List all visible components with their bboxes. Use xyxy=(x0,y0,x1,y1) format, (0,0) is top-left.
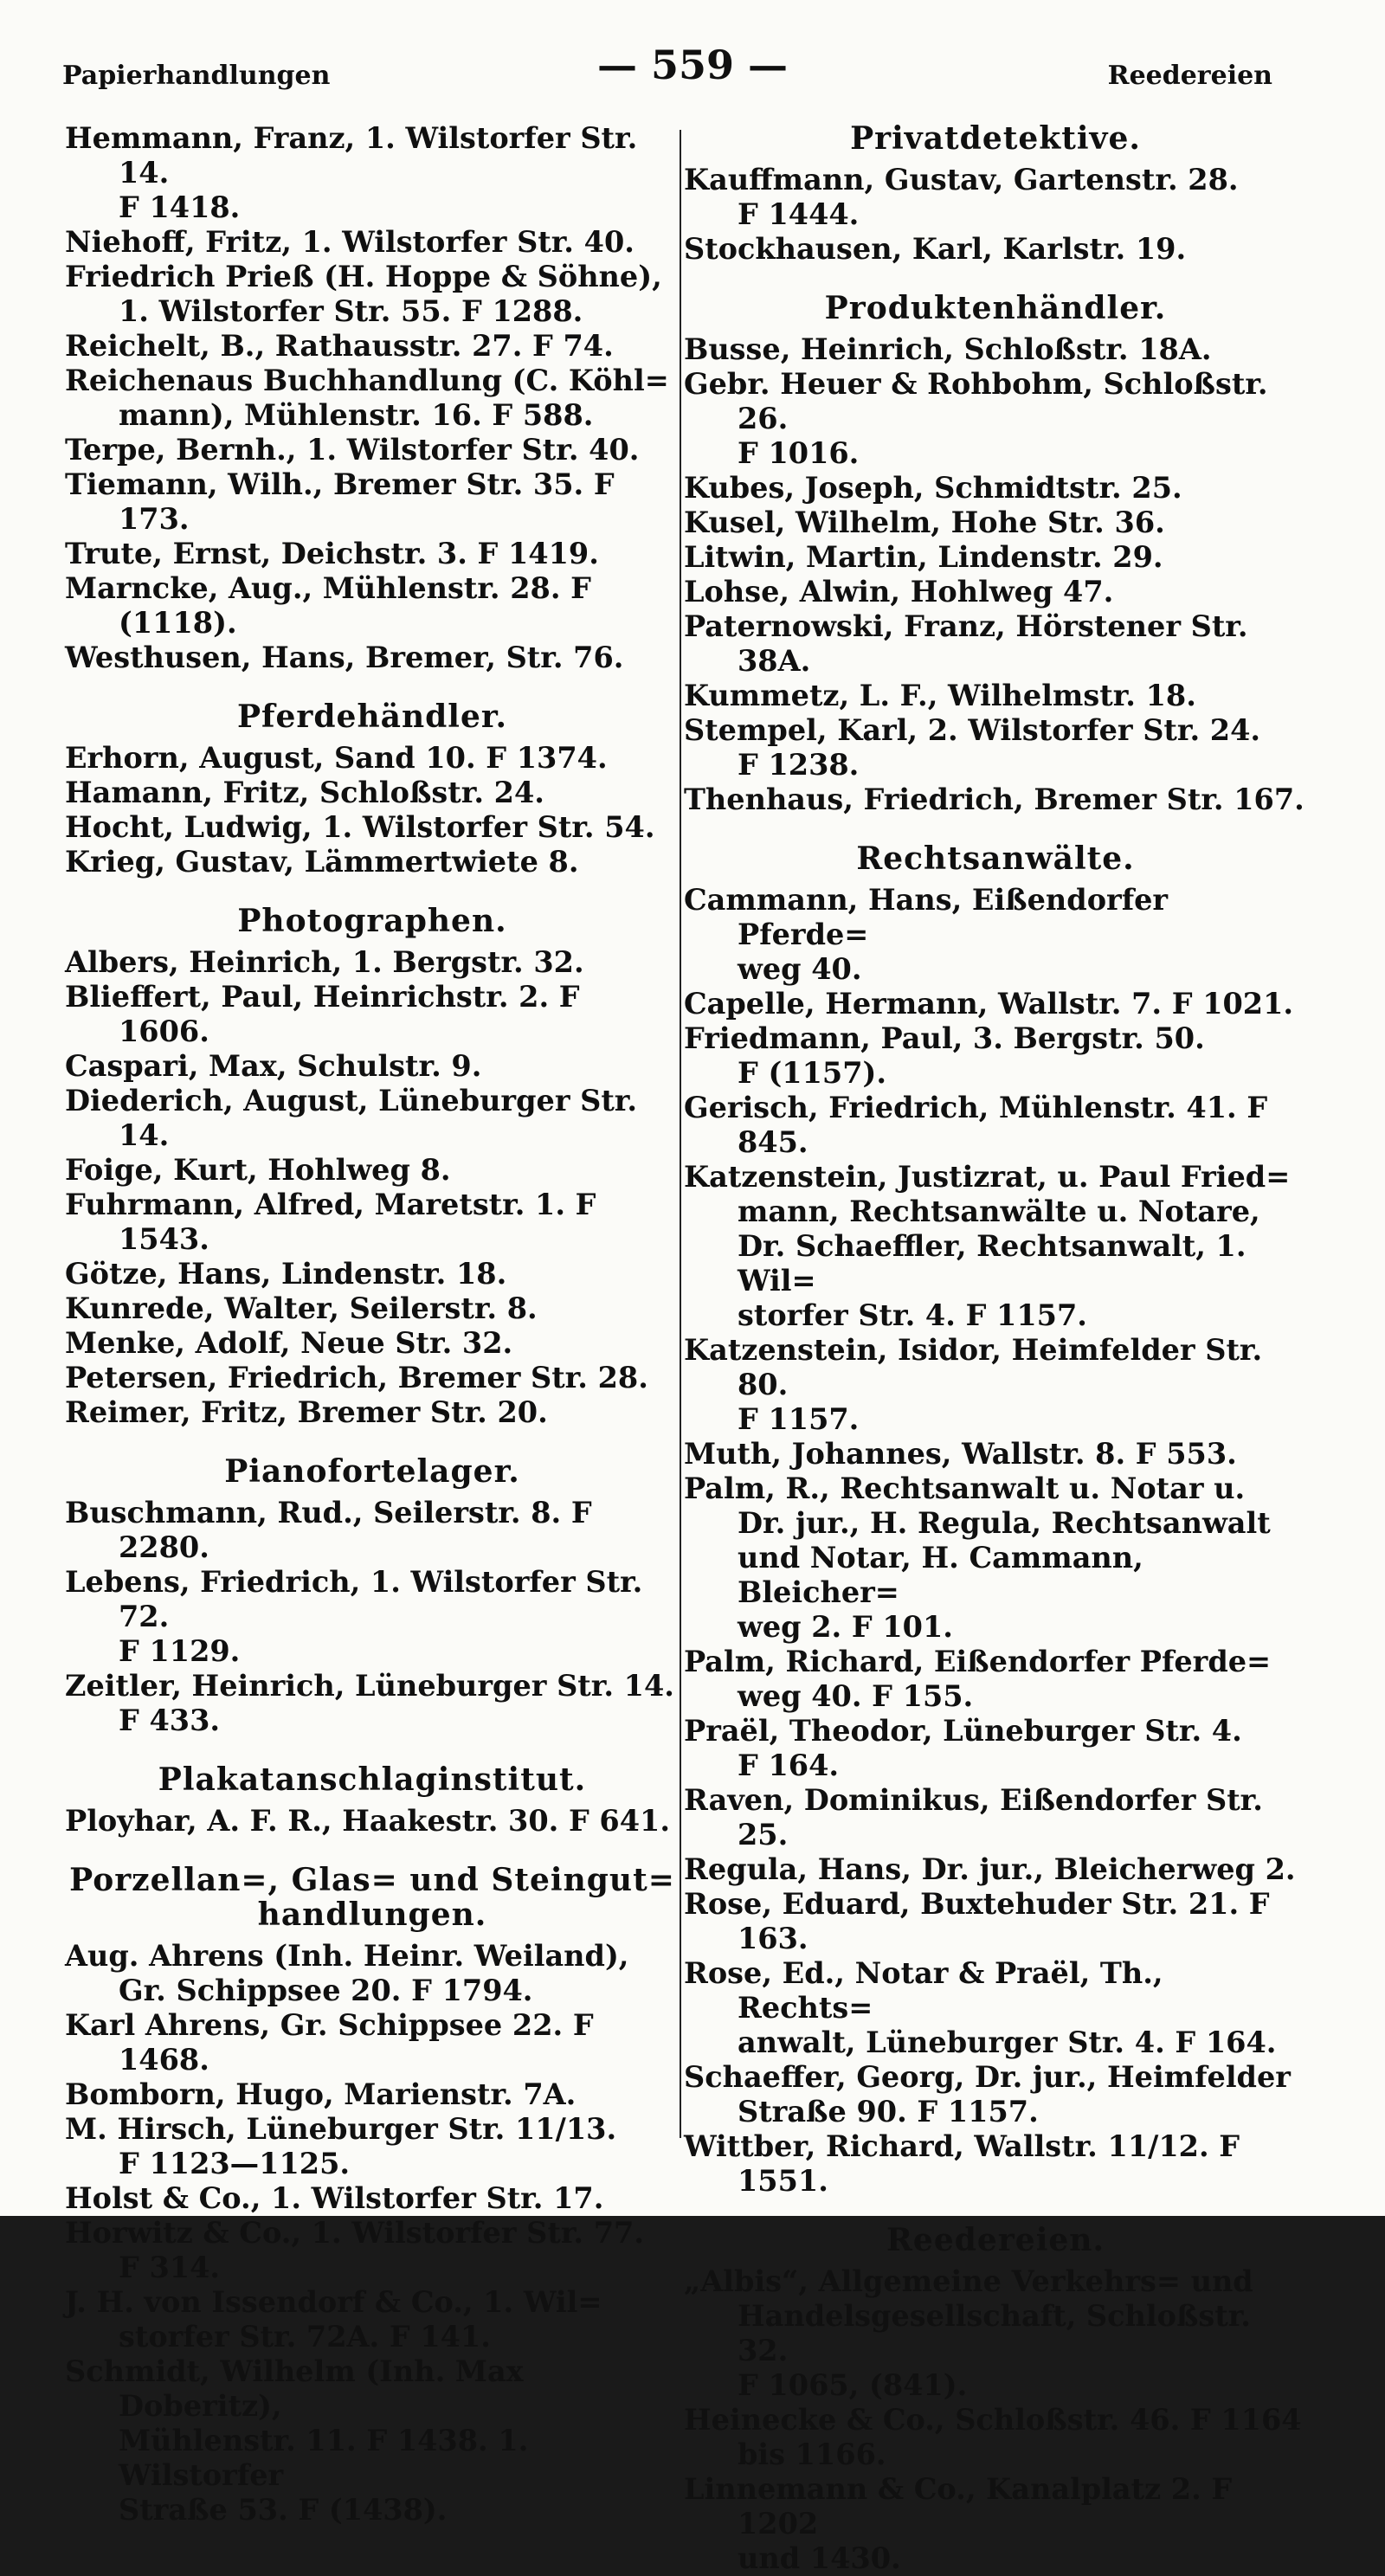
right-column xyxy=(684,121,1307,2576)
directory-entry: Schaeffer, Georg, Dr. jur., Heimfelder Straße 90. F 1157. xyxy=(684,2060,1291,2128)
directory-entry: Capelle, Hermann, Wallstr. 7. F 1021. xyxy=(684,987,1294,1021)
directory-entry: Katzenstein, Isidor, Heimfelder Str. 80. F 1157. xyxy=(684,1333,1263,1436)
directory-entry: Palm, Richard, Eißendorfer Pferde= weg 40. F 155. xyxy=(684,1645,1272,1713)
directory-section xyxy=(684,2223,1307,2576)
directory-entry: M. Hirsch, Lüneburger Str. 11/13. F 1123—1125. xyxy=(65,2112,617,2180)
directory-section xyxy=(684,841,1307,2199)
directory-entry: Foige, Kurt, Hohlweg 8. xyxy=(65,1153,451,1187)
directory-entry: Rose, Eduard, Buxtehuder Str. 21. F 163. xyxy=(684,1887,1270,1955)
directory-section xyxy=(684,291,1307,817)
directory-entry: Tiemann, Wilh., Bremer Str. 35. F 173. xyxy=(65,467,615,536)
running-head-left: Papierhandlungen xyxy=(62,61,331,91)
section-title: Pferdehändler. xyxy=(236,699,508,735)
directory-entry: Rose, Ed., Notar & Praël, Th., Rechts= anwalt, Lüneburger Str. 4. F 164. xyxy=(684,1956,1277,2059)
directory-entry: Wittber, Richard, Wallstr. 11/12. F 1551. xyxy=(684,2129,1240,2198)
directory-entry: Götze, Hans, Lindenstr. 18. xyxy=(65,1257,507,1291)
directory-entry: Kauffmann, Gustav, Gartenstr. 28. F 1444. xyxy=(684,163,1239,231)
directory-entry: Albers, Heinrich, 1. Bergstr. 32. xyxy=(65,945,584,979)
directory-entry: Krieg, Gustav, Lämmertwiete 8. xyxy=(65,845,579,879)
directory-section xyxy=(65,1863,680,2528)
directory-section xyxy=(65,1762,680,1839)
directory-entry: Bomborn, Hugo, Marienstr. 7A. xyxy=(65,2077,577,2111)
directory-entry: Holst & Co., 1. Wilstorfer Str. 17. xyxy=(65,2181,604,2215)
left-column xyxy=(65,121,680,2528)
section-title: Privatdetektive. xyxy=(850,120,1141,157)
section-title: Photographen. xyxy=(237,903,507,939)
section-title: Rechtsanwälte. xyxy=(856,840,1135,877)
directory-entry: Terpe, Bernh., 1. Wilstorfer Str. 40. xyxy=(65,433,640,467)
directory-entry: Hemmann, Franz, 1. Wilstorfer Str. 14. F 1418. xyxy=(65,121,638,224)
section-title: Reedereien. xyxy=(886,2222,1105,2258)
directory-entry: Westhusen, Hans, Bremer, Str. 76. xyxy=(65,641,624,674)
directory-entry: Regula, Hans, Dr. jur., Bleicherweg 2. xyxy=(684,1852,1296,1886)
directory-entry: Blieffert, Paul, Heinrichstr. 2. F 1606. xyxy=(65,980,580,1048)
directory-entry: Reichenaus Buchhandlung (C. Köhl= mann), Mühlenstr. 16. F 588. xyxy=(65,364,669,432)
directory-entry: Friedmann, Paul, 3. Bergstr. 50. F (1157). xyxy=(684,1021,1205,1090)
directory-entry: Erhorn, August, Sand 10. F 1374. xyxy=(65,741,608,775)
directory-entry: Horwitz & Co., 1. Wilstorfer Str. 77. F 314. xyxy=(65,2216,645,2284)
directory-entry: Zeitler, Heinrich, Lüneburger Str. 14. F 433. xyxy=(65,1669,674,1737)
directory-entry: Fuhrmann, Alfred, Maretstr. 1. F 1543. xyxy=(65,1188,596,1256)
directory-entry: Cammann, Hans, Eißendorfer Pferde= weg 40. xyxy=(684,883,1169,986)
directory-entry: Paternowski, Franz, Hörstener Str. 38A. xyxy=(684,609,1248,678)
directory-entry: Kunrede, Walter, Seilerstr. 8. xyxy=(65,1291,538,1325)
page-header xyxy=(0,35,1385,95)
directory-entry: Litwin, Martin, Lindenstr. 29. xyxy=(684,540,1163,574)
directory-entry: Hocht, Ludwig, 1. Wilstorfer Str. 54. xyxy=(65,810,655,844)
directory-entry: Schmidt, Wilhelm (Inh. Max Doberitz), Mühlenstr. 11. F 1438. 1. Wilstorfer Straße 53. F (1438). xyxy=(65,2354,529,2527)
directory-entry: Praël, Theodor, Lüneburger Str. 4. F 164. xyxy=(684,1714,1242,1782)
section-title: Plakatanschlaginstitut. xyxy=(158,1761,587,1798)
directory-entry: Palm, R., Rechtsanwalt u. Notar u. Dr. jur., H. Regula, Rechtsanwalt und Notar, H. Cammann, Bleicher= weg 2. F 101. xyxy=(684,1472,1271,1644)
directory-entry: Karl Ahrens, Gr. Schippsee 22. F 1468. xyxy=(65,2008,594,2077)
directory-entry: Caspari, Max, Schulstr. 9. xyxy=(65,1049,482,1083)
directory-section xyxy=(65,121,680,675)
section-title: Pianofortelager. xyxy=(224,1453,520,1490)
directory-entry: J. H. von Issendorf & Co., 1. Wil= storfer Str. 72A. F 141. xyxy=(65,2285,602,2354)
directory-entry: Aug. Ahrens (Inh. Heinr. Weiland), Gr. Schippsee 20. F 1794. xyxy=(65,1939,629,2007)
directory-entry: Heinecke & Co., Schloßstr. 46. F 1164 bis 1166. xyxy=(684,2403,1302,2471)
directory-entry: Menke, Adolf, Neue Str. 32. xyxy=(65,1326,513,1360)
directory-entry: Petersen, Friedrich, Bremer Str. 28. xyxy=(65,1361,648,1394)
directory-entry: Kummetz, L. F., Wilhelmstr. 18. xyxy=(684,679,1196,712)
directory-entry: Muth, Johannes, Wallstr. 8. F 553. xyxy=(684,1437,1237,1471)
directory-entry: Raven, Dominikus, Eißendorfer Str. 25. xyxy=(684,1783,1263,1852)
directory-entry: Linnemann & Co., Kanalplatz 2. F 1202 und 1430. xyxy=(684,2472,1233,2575)
directory-entry: Reichelt, B., Rathausstr. 27. F 74. xyxy=(65,329,614,363)
directory-entry: Katzenstein, Justizrat, u. Paul Fried= mann, Rechtsanwälte u. Notare, Dr. Schaeffler, Rechtsanwalt, 1. Wil= storfer Str. 4. F 1157. xyxy=(684,1160,1291,1332)
directory-section xyxy=(65,1454,680,1738)
directory-entry: Thenhaus, Friedrich, Bremer Str. 167. xyxy=(684,782,1304,816)
directory-entry: Kubes, Joseph, Schmidtstr. 25. xyxy=(684,471,1182,505)
section-title: Produktenhändler. xyxy=(824,290,1167,326)
directory-entry: Buschmann, Rud., Seilerstr. 8. F 2280. xyxy=(65,1496,592,1564)
page-number: — 559 — xyxy=(596,42,789,88)
directory-entry: Diederich, August, Lüneburger Str. 14. xyxy=(65,1084,638,1152)
directory-entry: „Albis“, Allgemeine Verkehrs= und Handelsgesellschaft, Schloßstr. 32. F 1065, (841). xyxy=(684,2264,1253,2402)
directory-entry: Kusel, Wilhelm, Hohe Str. 36. xyxy=(684,506,1165,539)
directory-entry: Hamann, Fritz, Schloßstr. 24. xyxy=(65,776,544,809)
directory-entry: Gerisch, Friedrich, Mühlenstr. 41. F 845. xyxy=(684,1091,1268,1159)
directory-entry: Busse, Heinrich, Schloßstr. 18A. xyxy=(684,332,1212,366)
directory-section xyxy=(65,699,680,879)
column-divider xyxy=(680,130,681,2138)
directory-entry: Reimer, Fritz, Bremer Str. 20. xyxy=(65,1395,548,1429)
directory-entry: Marncke, Aug., Mühlenstr. 28. F (1118). xyxy=(65,571,591,640)
directory-entry: Ployhar, A. F. R., Haakestr. 30. F 641. xyxy=(65,1804,671,1838)
directory-entry: Stockhausen, Karl, Karlstr. 19. xyxy=(684,232,1187,266)
directory-entry: Trute, Ernst, Deichstr. 3. F 1419. xyxy=(65,537,599,570)
section-title: Porzellan=, Glas= und Steingut= handlungen. xyxy=(69,1862,675,1933)
directory-entry: Lebens, Friedrich, 1. Wilstorfer Str. 72. F 1129. xyxy=(65,1565,643,1668)
directory-entry: Niehoff, Fritz, 1. Wilstorfer Str. 40. xyxy=(65,225,635,259)
directory-entry: Gebr. Heuer & Rohbohm, Schloßstr. 26. F 1016. xyxy=(684,367,1268,470)
directory-section xyxy=(684,121,1307,267)
directory-entry: Lohse, Alwin, Hohlweg 47. xyxy=(684,575,1114,609)
directory-entry: Friedrich Prieß (H. Hoppe & Söhne), 1. Wilstorfer Str. 55. F 1288. xyxy=(65,260,662,328)
running-head-right: Reedereien xyxy=(1107,61,1272,91)
directory-section xyxy=(65,904,680,1430)
directory-entry: Stempel, Karl, 2. Wilstorfer Str. 24. F 1238. xyxy=(684,713,1261,782)
